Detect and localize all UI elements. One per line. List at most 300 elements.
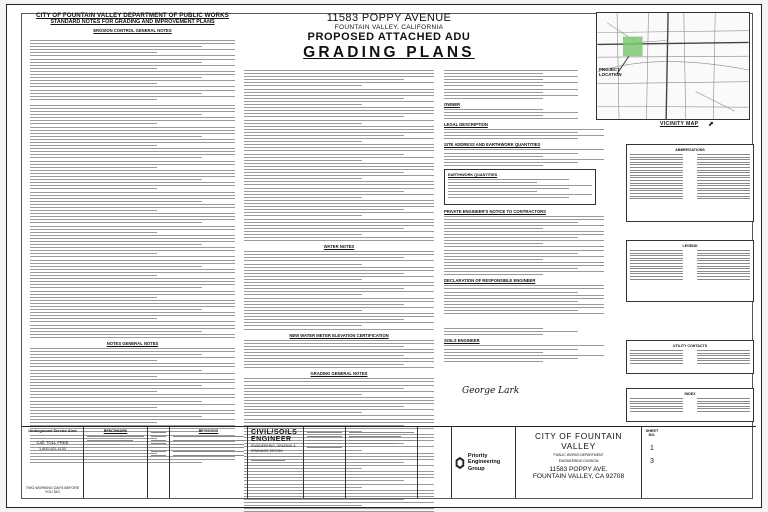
note-text-line [30, 419, 235, 420]
soils-engineer-heading: SOILS ENGINEER [444, 338, 480, 344]
note-text-line [30, 241, 235, 242]
note-text-line [444, 358, 578, 359]
notes-column-3 [444, 70, 604, 364]
note-text-line [444, 165, 543, 166]
note-text-line [30, 284, 235, 285]
note-text-line [244, 279, 362, 280]
grading-notes-heading: GRADING GENERAL NOTES [310, 371, 368, 377]
table-row [630, 279, 750, 280]
note-text-line [244, 412, 362, 413]
note-text-line [30, 65, 235, 66]
table-row [630, 276, 750, 277]
table-row [630, 411, 750, 412]
note-text-line [244, 505, 362, 506]
note-text-line [30, 151, 235, 152]
table-row [630, 358, 750, 359]
table-row [630, 157, 750, 158]
note-text-line [244, 107, 434, 108]
note-text-line [244, 422, 434, 423]
blank-cell [418, 427, 452, 498]
note-text-line [30, 232, 157, 233]
note-text-line [30, 188, 157, 189]
note-text-line [244, 340, 434, 341]
note-text-line [444, 159, 604, 160]
note-text-line [244, 228, 404, 229]
note-text-line [244, 276, 434, 277]
table-row [630, 263, 750, 264]
note-text-line [30, 309, 202, 310]
note-text-line [244, 191, 404, 192]
note-text-line [448, 191, 537, 192]
note-text-line [444, 240, 604, 241]
note-text-line [444, 70, 578, 71]
table-row [630, 355, 750, 356]
note-text-line [244, 301, 434, 302]
note-text-line [444, 89, 578, 90]
note-text-line [244, 101, 434, 102]
note-text-line [244, 361, 434, 362]
legend-list [630, 250, 750, 280]
note-text-line [444, 156, 543, 157]
note-text-line [30, 357, 235, 358]
project-name: PROPOSED ATTACHED ADU [307, 31, 471, 43]
note-text-line [244, 394, 362, 395]
note-text-line [30, 83, 157, 84]
note-text-line [30, 117, 235, 118]
note-text-line [244, 508, 434, 509]
north-arrow-icon: ⬈ [708, 121, 714, 128]
note-text-line [30, 173, 235, 174]
note-text-line [444, 225, 604, 226]
note-text-line [30, 133, 235, 134]
note-text-line [30, 157, 202, 158]
note-text-line [244, 313, 434, 314]
note-text-line [444, 234, 604, 235]
note-text-line [444, 355, 604, 356]
note-text-line [244, 294, 362, 295]
note-text-line [30, 407, 157, 408]
note-text-line [244, 219, 434, 220]
table-row [630, 198, 750, 199]
note-text-line [244, 147, 434, 148]
table-row [630, 406, 750, 407]
note-text-line [244, 181, 434, 182]
note-text-line [444, 129, 604, 130]
city-dept-2: ENGINEERING DIVISION [558, 459, 599, 463]
note-text-line [444, 328, 543, 329]
note-text-line [444, 228, 543, 229]
note-text-line [30, 269, 235, 270]
note-text-line [444, 82, 578, 83]
note-text-line [444, 288, 604, 289]
note-text-line [444, 313, 604, 314]
table-row [630, 398, 750, 399]
note-text-line [244, 166, 434, 167]
note-text-line [244, 200, 434, 201]
note-text-line [444, 85, 543, 86]
note-text-line [30, 120, 235, 121]
note-text-line [444, 298, 604, 299]
note-text-line [30, 331, 202, 332]
note-text-line [30, 164, 235, 165]
note-text-line [30, 382, 235, 383]
firm-logo-icon [455, 452, 465, 474]
note-text-line [30, 312, 235, 313]
note-text-line [30, 96, 235, 97]
note-text-line [448, 197, 569, 198]
note-text-line [244, 113, 434, 114]
table-row [630, 353, 750, 354]
table-row [630, 360, 750, 361]
note-text-line [244, 270, 434, 271]
note-text-line [30, 373, 235, 374]
note-text-line [444, 349, 578, 350]
note-text-line [30, 201, 202, 202]
site-address-heading: SITE ADDRESS AND EARTHWORK QUANTITIES [444, 142, 541, 148]
note-text-line [244, 291, 434, 292]
note-text-line [30, 325, 235, 326]
project-title-block [258, 12, 520, 62]
note-text-line [244, 188, 434, 189]
note-text-line [444, 285, 604, 286]
note-text-line [244, 76, 434, 77]
note-text-line [30, 388, 235, 389]
benchmark-label: BENCHMARK [103, 429, 128, 433]
note-text-line [444, 334, 543, 335]
note-text-line [444, 222, 578, 223]
table-row [630, 260, 750, 261]
revisions-label: REVISIONS [198, 429, 219, 433]
table-row [630, 185, 750, 186]
note-text-line [30, 379, 235, 380]
note-text-line [30, 105, 235, 106]
standard-notes-title: STANDARD NOTES FOR GRADING AND IMPROVEMENT PLANS [50, 19, 215, 25]
note-text-line [444, 307, 604, 308]
note-text-line [30, 55, 235, 56]
note-text-line [244, 409, 434, 410]
note-text-line [30, 401, 202, 402]
note-text-line [444, 274, 543, 275]
note-text-line [244, 349, 434, 350]
note-text-line [444, 216, 604, 217]
note-text-line [444, 95, 578, 96]
note-text-line [244, 319, 404, 320]
note-text-line [30, 68, 157, 69]
note-text-line [244, 385, 434, 386]
note-text-line [30, 354, 202, 355]
note-text-line [244, 126, 434, 127]
note-text-line [448, 188, 569, 189]
plan-type-title: GRADING PLANS [303, 44, 475, 61]
note-text-line [244, 135, 404, 136]
note-text-line [30, 213, 235, 214]
table-row [630, 172, 750, 173]
note-text-line [30, 351, 235, 352]
usa-call: Call: TOLL FREE [36, 440, 69, 445]
note-text-line [444, 92, 543, 93]
note-text-line [30, 123, 157, 124]
note-text-line [448, 179, 569, 180]
project-location-label: PROJECT LOCATION [599, 67, 622, 77]
vicinity-map-drawing [597, 13, 749, 119]
earthwork-quantities-box [444, 169, 596, 205]
note-text-line [444, 138, 578, 139]
note-text-line [244, 282, 434, 283]
note-text-line [244, 267, 434, 268]
note-text-line [444, 304, 604, 305]
note-text-line [30, 130, 235, 131]
note-text-line [30, 413, 235, 414]
note-text-line [244, 79, 404, 80]
note-text-line [244, 502, 434, 503]
firm-name: Priority Engineering Group [467, 452, 501, 472]
sheet-label: SHEET NO. [645, 429, 659, 437]
note-text-line [244, 329, 434, 330]
note-text-line [244, 154, 404, 155]
note-text-line [30, 235, 235, 236]
note-text-line [244, 95, 434, 96]
note-text-line [30, 161, 235, 162]
note-text-line [444, 237, 578, 238]
note-text-line [244, 85, 362, 86]
note-text-line [244, 141, 362, 142]
table-row [630, 401, 750, 402]
note-text-line [244, 194, 434, 195]
note-text-line [30, 86, 235, 87]
note-text-line [30, 238, 235, 239]
table-row [630, 183, 750, 184]
note-text-line [30, 142, 235, 143]
note-text-line [30, 397, 235, 398]
index-box [626, 388, 754, 422]
table-row [630, 258, 750, 259]
note-text-line [30, 62, 202, 63]
note-text-line [30, 222, 202, 223]
note-text-line [244, 178, 362, 179]
note-text-line [30, 207, 235, 208]
note-text-line [30, 198, 235, 199]
engineer-detail-2: DRAINAGE DESIGN [251, 449, 283, 454]
note-text-line [30, 229, 235, 230]
table-row [630, 180, 750, 181]
engineer-name: CIVIL/SOILS ENGINEER [251, 429, 298, 443]
benchmark-cell [84, 427, 148, 498]
note-text-line [244, 260, 434, 261]
note-text-line [444, 256, 604, 257]
note-text-line [244, 172, 404, 173]
note-text-line [444, 115, 543, 116]
note-text-line [244, 73, 434, 74]
note-text-line [244, 144, 434, 145]
erosion-heading: EROSION CONTROL GENERAL NOTES [93, 28, 172, 33]
note-text-line [244, 237, 434, 238]
legend-box [626, 240, 754, 302]
city-cell [516, 427, 642, 498]
sheet-number-cell [642, 427, 662, 498]
note-text-line [444, 259, 543, 260]
note-text-line [30, 244, 202, 245]
note-text-line [244, 98, 404, 99]
note-text-line [448, 194, 592, 195]
note-text-line [30, 275, 157, 276]
note-text-line [30, 40, 235, 41]
sheet-number: 1 [650, 445, 654, 452]
note-text-line [30, 376, 157, 377]
note-text-line [30, 318, 157, 319]
meter-certification-heading: NEW WATER METER ELEVATION CERTIFICATION [289, 332, 389, 338]
note-text-line [244, 343, 434, 344]
table-row [630, 162, 750, 163]
note-text-line [30, 195, 235, 196]
note-text-line [444, 243, 543, 244]
note-text-line [30, 300, 235, 301]
note-text-line [30, 334, 235, 335]
note-text-line [444, 250, 604, 251]
note-text-line [30, 167, 157, 168]
note-text-line [30, 154, 235, 155]
note-text-line [244, 163, 434, 164]
utility-contacts-title: UTILITY CONTACTS [672, 344, 708, 348]
note-text-line [244, 209, 404, 210]
note-text-line [444, 76, 578, 77]
note-text-line [244, 169, 434, 170]
note-text-line [30, 328, 235, 329]
abbreviations-title: ABBREVIATIONS [675, 148, 705, 152]
vicinity-map [596, 12, 750, 120]
table-row [630, 188, 750, 189]
note-text-line [30, 303, 235, 304]
note-text-line [30, 108, 235, 109]
note-text-line [444, 292, 578, 293]
note-text-line [30, 315, 235, 316]
note-text-line [30, 139, 235, 140]
note-text-line [244, 406, 404, 407]
engineer-signature: George Lark [462, 386, 520, 396]
general-notes-heading: NOTES GENERAL NOTES [106, 340, 159, 346]
legal-description-heading: LEGAL DESCRIPTION [444, 122, 488, 128]
note-text-line [244, 225, 434, 226]
table-row [630, 266, 750, 267]
note-text-line [444, 118, 578, 119]
note-text-line [30, 52, 157, 53]
note-text-line [244, 288, 404, 289]
note-text-line [244, 355, 404, 356]
note-text-line [244, 222, 434, 223]
note-text-line [244, 129, 434, 130]
vicinity-map-label: VICINITY MAP [660, 121, 699, 127]
note-text-line [30, 266, 202, 267]
usa-warning: TWO WORKING DAYS BEFORE YOU DIG [25, 486, 80, 494]
note-text-line [30, 127, 235, 128]
note-text-line [244, 298, 434, 299]
note-text-line [244, 307, 434, 308]
note-text-line [444, 132, 578, 133]
note-text-line [30, 77, 202, 78]
note-text-line [244, 400, 434, 401]
note-text-line [444, 219, 604, 220]
description-cell [346, 427, 418, 498]
note-text-line [444, 262, 604, 263]
declaration-heading: DECLARATION OF RESPONSIBLE ENGINEER [444, 278, 536, 284]
note-text-line [244, 352, 434, 353]
note-text-line [30, 219, 235, 220]
note-text-line [30, 192, 235, 193]
note-text-line [30, 422, 157, 423]
note-text-line [30, 416, 202, 417]
title-block [22, 426, 756, 498]
note-text-line [244, 212, 434, 213]
notes-column-1 [30, 40, 235, 465]
index-list [630, 398, 750, 412]
note-text-line [244, 132, 434, 133]
note-text-line [244, 197, 362, 198]
note-text-line [30, 321, 235, 322]
department-title: CITY OF FOUNTAIN VALLEY DEPARTMENT OF PUBLIC WORKS [36, 12, 229, 19]
note-text-line [30, 263, 235, 264]
note-text-line [444, 98, 543, 99]
table-row [630, 271, 750, 272]
note-text-line [30, 182, 235, 183]
note-text-line [244, 378, 434, 379]
note-text-line [244, 120, 434, 121]
engineer-detail-1: ENGINEERING, GRADING & [251, 444, 296, 448]
note-text-line [244, 215, 362, 216]
note-text-line [30, 114, 202, 115]
city-address: 11583 POPPY AVE. [549, 466, 608, 473]
city-zip-line: FOUNTAIN VALLEY, CA 92708 [532, 473, 625, 480]
note-text-line [444, 295, 604, 296]
table-row [630, 255, 750, 256]
note-text-line [244, 234, 362, 235]
note-text-line [244, 92, 434, 93]
note-text-line [30, 99, 157, 100]
table-row [630, 177, 750, 178]
note-text-line [30, 370, 202, 371]
note-text-line [30, 410, 235, 411]
legend-title: LEGEND [682, 244, 698, 248]
note-text-line [30, 148, 235, 149]
note-text-line [244, 358, 434, 359]
owner-heading: OWNER [444, 101, 461, 107]
note-text-line [30, 394, 235, 395]
note-text-line [244, 325, 362, 326]
note-text-line [30, 294, 235, 295]
note-text-line [244, 116, 404, 117]
table-row [630, 403, 750, 404]
note-text-line [30, 253, 157, 254]
note-text-line [30, 49, 235, 50]
project-city: FOUNTAIN VALLEY, CALIFORNIA [334, 24, 444, 31]
note-text-line [30, 111, 235, 112]
note-text-line [444, 345, 604, 346]
usa-title: Underground Service Alert [28, 429, 77, 433]
note-text-line [244, 89, 434, 90]
note-text-line [444, 253, 578, 254]
table-row [630, 196, 750, 197]
note-text-line [244, 310, 362, 311]
note-text-line [244, 175, 434, 176]
note-text-line [444, 162, 578, 163]
note-text-line [30, 93, 202, 94]
note-text-line [244, 110, 434, 111]
engineer-cell [248, 427, 304, 498]
note-text-line [244, 240, 434, 241]
note-text-line [30, 247, 235, 248]
note-text-line [244, 251, 434, 252]
note-text-line [30, 337, 235, 338]
note-text-line [30, 185, 235, 186]
note-text-line [30, 363, 235, 364]
